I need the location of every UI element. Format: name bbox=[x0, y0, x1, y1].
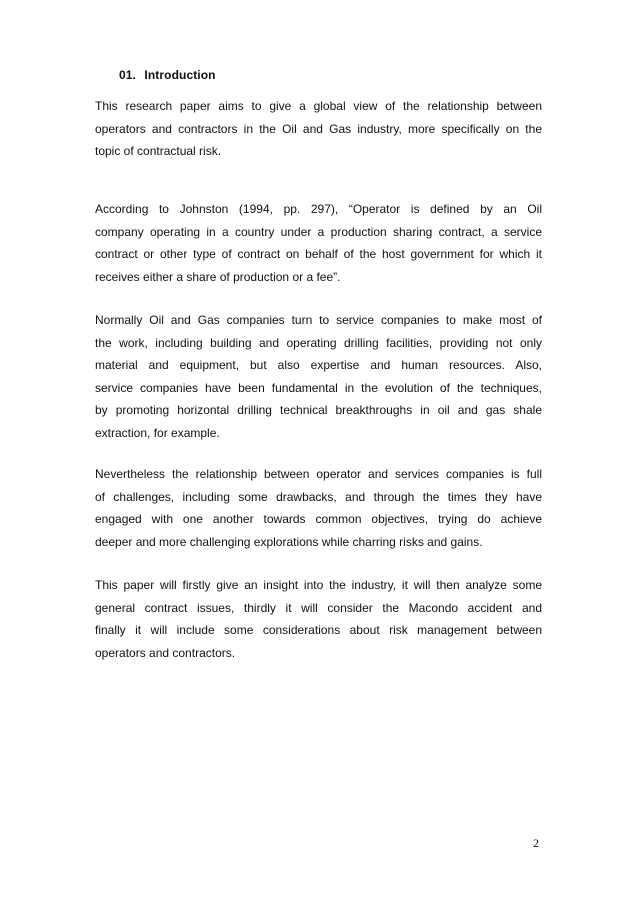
section-number: 01. bbox=[119, 68, 136, 82]
paragraph-line: This paper will firstly give an insight into the industry, it will then analyze some bbox=[95, 578, 542, 592]
section-title: Introduction bbox=[144, 68, 216, 82]
section-heading bbox=[119, 68, 216, 82]
paragraph-line: Normally Oil and Gas companies turn to service companies to make most of bbox=[95, 313, 542, 327]
paragraph-line: company operating in a country under a production sharing contract, a service bbox=[95, 224, 542, 239]
paragraph-1 bbox=[95, 95, 542, 163]
page-number: 2 bbox=[533, 836, 539, 850]
paragraph-line: by promoting horizontal drilling technical breakthroughs in oil and gas shale bbox=[95, 403, 542, 418]
paragraph-line: general contract issues, thirdly it will consider the Macondo accident and bbox=[95, 600, 542, 615]
paragraph-line: receives either a share of production or a fee”. bbox=[95, 269, 341, 284]
paragraph-line: According to Johnston (1994, pp. 297), “Operator is defined by an Oil bbox=[95, 202, 542, 216]
paragraph-2 bbox=[95, 198, 542, 288]
paragraph-line: Nevertheless the relationship between operator and services companies is full bbox=[95, 467, 542, 481]
paragraph-line: service companies have been fundamental in the evolution of the techniques, bbox=[95, 380, 542, 395]
paragraph-line: topic of contractual risk. bbox=[95, 144, 222, 159]
paragraph-line: contract or other type of contract on behalf of the host government for which it bbox=[95, 247, 542, 262]
paragraph-line: operators and contractors in the Oil and Gas industry, more specifically on the bbox=[95, 121, 542, 136]
paragraph-line: This research paper aims to give a global view of the relationship between bbox=[95, 99, 542, 113]
paragraph-line: operators and contractors. bbox=[95, 645, 236, 660]
paragraph-line: material and equipment, but also expertise and human resources. Also, bbox=[95, 358, 542, 373]
paragraph-3 bbox=[95, 309, 542, 445]
paragraph-line: deeper and more challenging explorations while charring risks and gains. bbox=[95, 534, 483, 549]
paragraph-line: the work, including building and operating drilling facilities, providing not only bbox=[95, 335, 542, 350]
paragraph-line: of challenges, including some drawbacks, and through the times they have bbox=[95, 489, 542, 504]
paragraph-line: extraction, for example. bbox=[95, 425, 220, 440]
paragraph-4 bbox=[95, 463, 542, 553]
paragraph-line: engaged with one another towards common objectives, trying do achieve bbox=[95, 512, 542, 527]
paragraph-5 bbox=[95, 574, 542, 664]
paragraph-line: finally it will include some considerations about risk management between bbox=[95, 623, 542, 638]
